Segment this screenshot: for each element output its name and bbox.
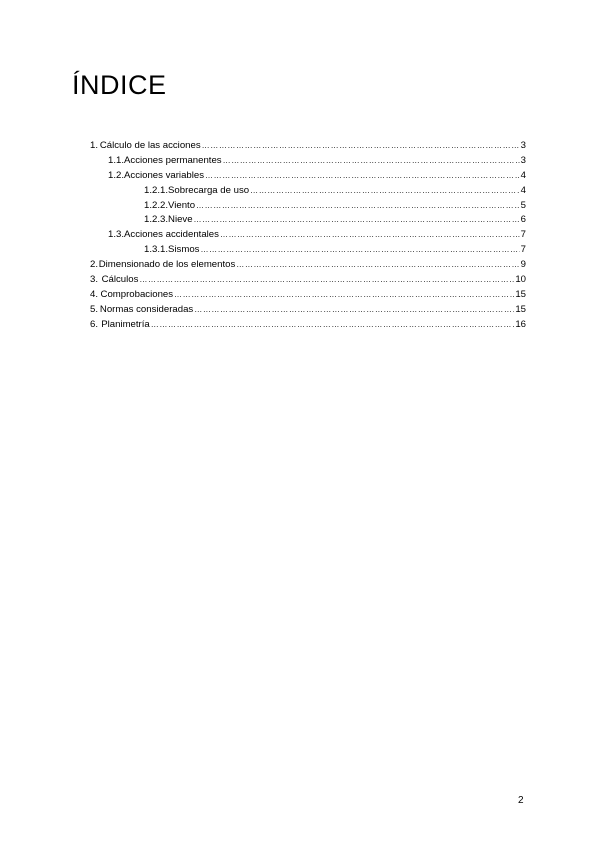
toc-entry-label: Sobrecarga de uso [168,184,250,196]
toc-entry-label: Acciones variables [124,169,205,181]
toc-entry-page: 16 [515,318,526,330]
toc-leader [174,288,514,303]
toc-entry[interactable] [90,139,526,154]
toc-entry-number: 5. [90,303,99,315]
toc-entry[interactable] [90,184,526,199]
toc-entry-label: Planimetría [101,318,150,330]
toc-leader [194,303,514,318]
toc-entry-page: 3 [520,140,526,151]
toc-entry-page: 3 [520,154,526,166]
toc-entry-number: 1.2.2. [144,199,169,211]
table-of-contents [90,139,526,333]
toc-entry-number: 4. [90,288,99,300]
toc-entry[interactable] [90,273,526,288]
toc-leader [236,258,519,273]
toc-leader [205,169,520,184]
toc-entry-label: Sismos [168,244,200,256]
toc-leader [200,243,519,258]
toc-entry-number: 2. [90,259,99,271]
toc-entry-page: 4 [520,169,526,181]
toc-entry[interactable] [90,243,526,258]
toc-leader [250,184,520,199]
toc-entry[interactable] [90,199,526,214]
toc-entry-page: 5 [520,199,526,211]
toc-entry-number: 3. [90,274,99,286]
toc-leader [220,228,520,243]
toc-entry-label: Viento [168,199,196,211]
toc-entry-label: Nieve [168,214,193,226]
toc-leader [151,318,515,333]
toc-entry[interactable] [90,154,526,169]
toc-entry[interactable] [90,288,526,303]
toc-entry-number: 1.2. [108,169,125,181]
toc-entry-number: 1.2.1. [144,184,169,196]
toc-entry-label: Acciones accidentales [124,229,219,241]
toc-entry-page: 15 [515,288,526,300]
toc-entry-page: 10 [515,274,526,286]
toc-entry-label: Cálculos [101,274,139,286]
page-title: ÍNDICE [72,70,167,100]
toc-entry-number: 1.3. [108,229,125,241]
toc-entry-page: 7 [520,229,526,241]
toc-entry-page: 9 [520,259,526,271]
toc-entry-page: 15 [515,303,526,315]
toc-entry[interactable] [90,213,526,228]
toc-entry-page: 4 [520,184,526,196]
toc-entry-label: Comprobaciones [100,288,174,300]
toc-leader [202,139,520,154]
page-number: 2 [518,795,524,806]
toc-entry-label: Acciones permanentes [124,154,222,166]
toc-entry[interactable] [90,169,526,184]
toc-leader [139,273,514,288]
toc-entry-number: 1. [90,140,99,151]
toc-leader [194,213,520,228]
toc-leader [196,199,520,214]
toc-leader [223,154,520,169]
toc-entry[interactable] [90,303,526,318]
toc-entry-number: 1.2.3. [144,214,169,226]
toc-entry[interactable] [90,258,526,273]
toc-entry-label: Dimensionado de los elementos [98,259,236,271]
toc-entry-page: 7 [520,244,526,256]
toc-entry-label: Normas consideradas [99,303,194,315]
toc-entry-number: 1.3.1. [144,244,169,256]
toc-entry-number: 6. [90,318,99,330]
toc-entry-label: Cálculo de las acciones [99,140,201,151]
toc-entry[interactable] [90,318,526,333]
toc-entry-page: 6 [520,214,526,226]
toc-entry-number: 1.1. [108,154,125,166]
toc-entry[interactable] [90,228,526,243]
